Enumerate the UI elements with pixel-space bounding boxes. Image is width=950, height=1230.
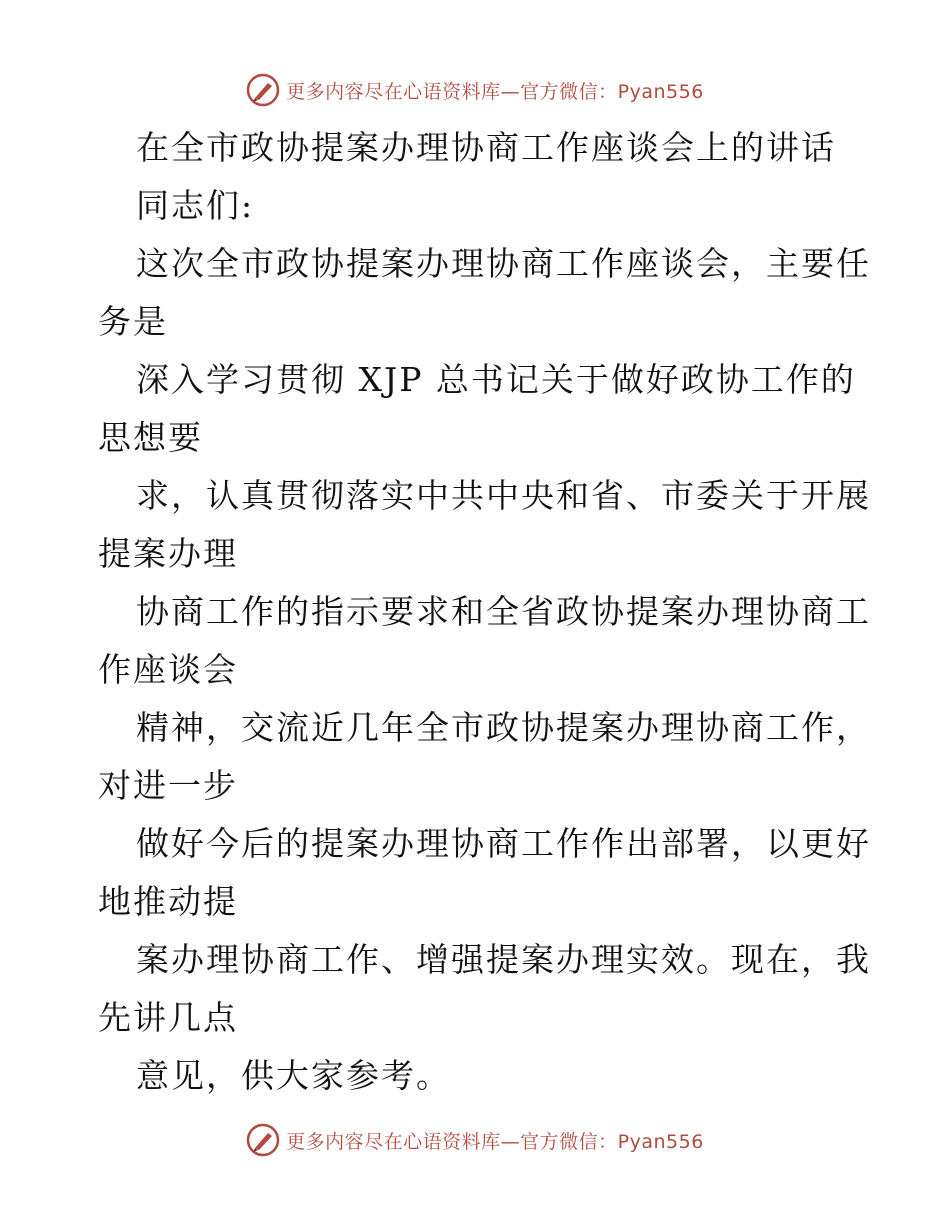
paragraph-line: 这次全市政协提案办理协商工作座谈会，主要任 — [136, 244, 871, 283]
paragraph-line: 案办理协商工作、增强提案办理实效。现在，我 — [136, 940, 871, 979]
paragraph-line: 求，认真贯彻落实中共中央和省、市委关于开展 — [136, 476, 871, 515]
paragraph-line: 深入学习贯彻 XJP 总书记关于做好政协工作的 — [136, 360, 856, 399]
document-title: 在全市政协提案办理协商工作座谈会上的讲话 — [136, 128, 836, 167]
greeting: 同志们: — [136, 186, 255, 225]
paragraph-line: 务是 — [98, 302, 168, 341]
paragraph-line: 做好今后的提案办理协商工作作出部署，以更好 — [136, 824, 871, 863]
paragraph-line: 提案办理 — [98, 534, 238, 573]
watermark-text: 更多内容尽在心语资料库—官方微信：Pyan556 — [286, 1130, 704, 1153]
paragraph-line: 作座谈会 — [98, 650, 238, 689]
paragraph-line: 思想要 — [98, 418, 203, 457]
footer-watermark — [0, 1122, 950, 1158]
paragraph-line: 对进一步 — [98, 766, 238, 805]
paragraph-line: 协商工作的指示要求和全省政协提案办理协商工 — [136, 592, 871, 631]
pen-logo-icon — [246, 1123, 280, 1157]
watermark-text: 更多内容尽在心语资料库—官方微信：Pyan556 — [286, 80, 704, 103]
paragraph-line: 意见，供大家参考。 — [136, 1056, 451, 1095]
paragraph-line: 地推动提 — [98, 882, 238, 921]
paragraph-line: 先讲几点 — [98, 998, 238, 1037]
paragraph-line: 精神，交流近几年全市政协提案办理协商工作， — [136, 708, 871, 747]
